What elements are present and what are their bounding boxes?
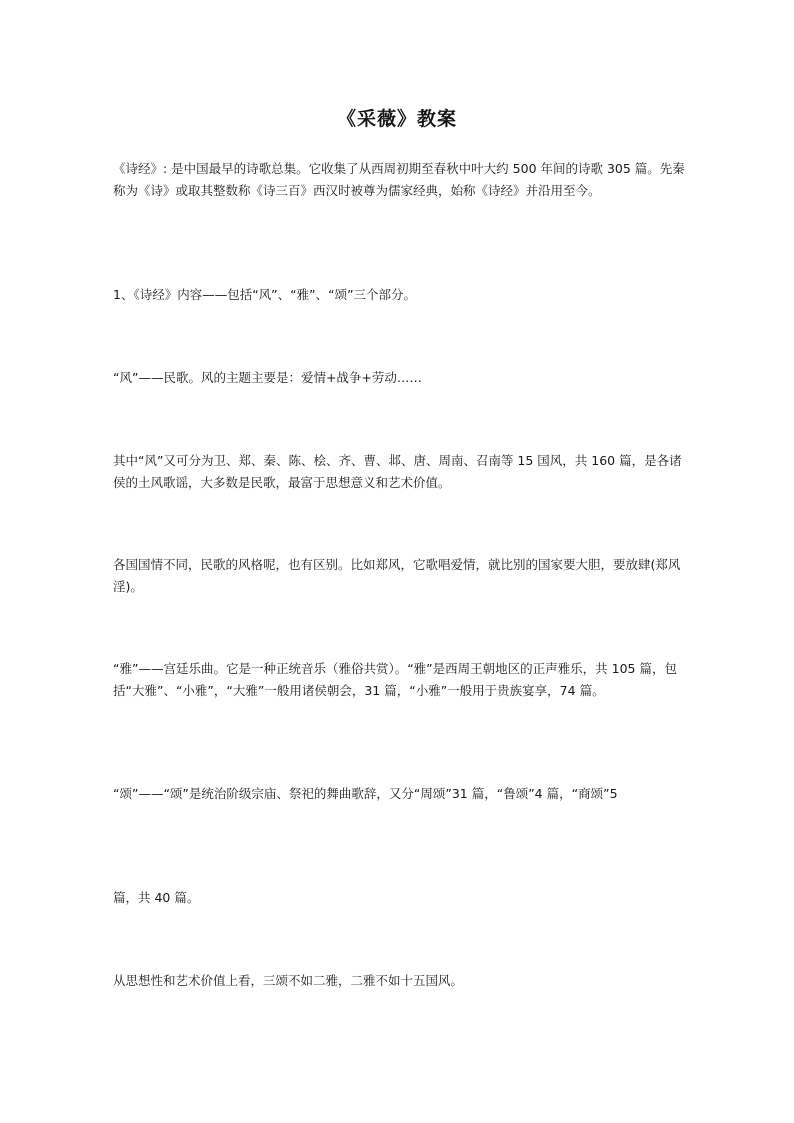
paragraph-song: “颂”——“颂”是统治阶级宗庙、祭祀的舞曲歌辞，又分“周颂”31 篇，“鲁颂”4 篇，“商颂”5	[113, 786, 618, 801]
paragraph-feng-style: 各国国情不同，民歌的风格呢，也有区别。比如郑风，它歌唱爱情，就比别的国家要大胆，要放肆(郑风淫)。	[113, 557, 681, 594]
paragraph-song-total: 篇，共 40 篇。	[113, 890, 200, 905]
paragraph-ya: “雅”——宫廷乐曲。它是一种正统音乐（雅俗共赏）。“雅”是西周王朝地区的正声雅乐，共 105 篇，包括“大雅”、“小雅”，“大雅”一般用诸侯朝会，31 篇，“小雅”一般用于贵族宴享，74 篇。	[113, 661, 677, 698]
paragraph-feng: “风”——民歌。风的主题主要是：爱情+战争+劳动……	[113, 370, 422, 385]
paragraph-shijing-intro: 《诗经》: 是中国最早的诗歌总集。它收集了从西周初期至春秋中叶大约 500 年间的诗歌 305 篇。先秦称为《诗》或取其整数称《诗三百》西汉时被尊为儒家经典，始称《诗经》并沿用至今。	[113, 161, 685, 198]
paragraph-contents: 1、《诗经》内容——包括“风”、“雅”、“颂”三个部分。	[113, 287, 417, 302]
paragraph-comparison: 从思想性和艺术价值上看，三颂不如二雅，二雅不如十五国风。	[113, 973, 464, 988]
paragraph-feng-detail: 其中“风”又可分为卫、郑、秦、陈、桧、齐、曹、邶、唐、周南、召南等 15 国风，共 160 篇，是各诸侯的土风歌谣，大多数是民歌，最富于思想意义和艺术价值。	[113, 453, 682, 490]
document-title: 《采薇》教案	[336, 108, 457, 130]
